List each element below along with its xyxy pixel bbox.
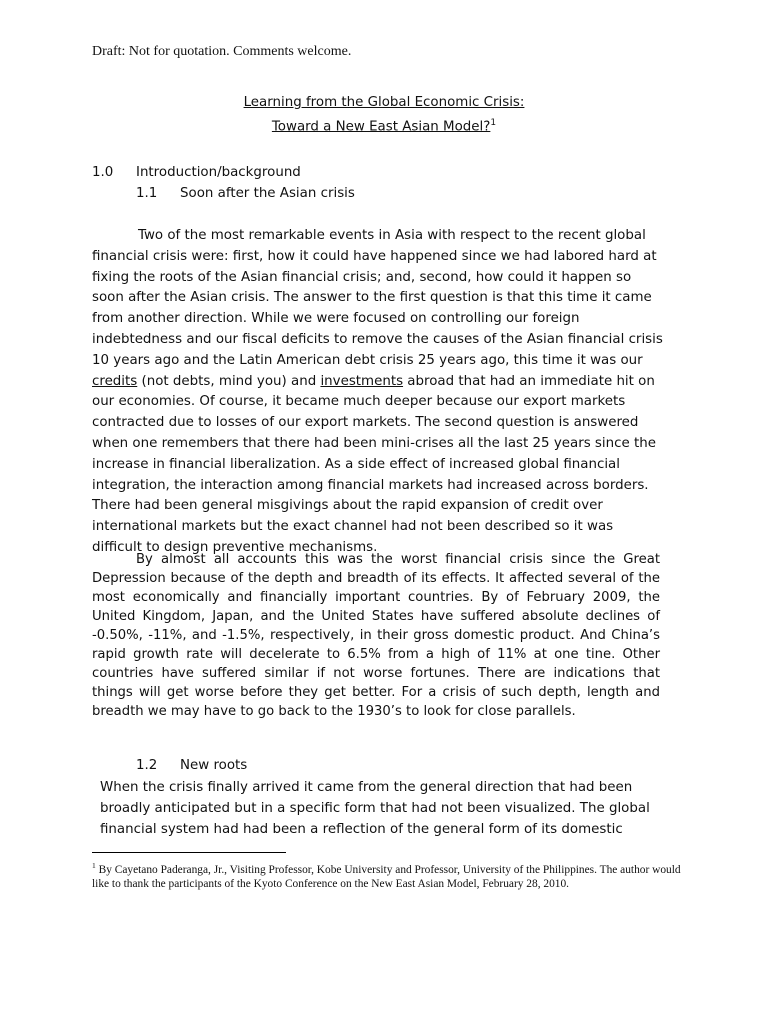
paragraph-2-text: By almost all accounts this was the worst financial crisis since the Great Depression because of the depth and breadth of its effects. It affected several of the most economically and financially important countries. By of February 2009, the United Kingdom, Japan, and the United States have suffered absolute declines of -0.50%, -11%, and -1.5%, respectively, in their gross domestic product. And China’s rapid growth rate will decelerate to 6.5% from a high of 11% at one tine. Other countries have suffered similar if not worse fortunes. There are indications that things will get worse before they get better. For a crisis of such depth, length and breadth we may have to go back to the 1930’s to look for close parallels. bbox=[92, 552, 660, 719]
title-line-1: Learning from the Global Economic Crisis: bbox=[243, 95, 525, 110]
section-1-1-number: 1.1 bbox=[136, 186, 158, 201]
document-title bbox=[0, 92, 768, 137]
section-1-0-number: 1.0 bbox=[92, 165, 114, 180]
section-1-0-heading: Introduction/background bbox=[136, 165, 301, 180]
footnote bbox=[92, 859, 682, 892]
paragraph-1-part-1: Two of the most remarkable events in Asia with respect to the recent global financial crisis were: first, how it could have happened since we had labored hard at fixing the roots of the Asian financial crisis; and, second, how could it happen so soon after the Asian crisis. The answer to the first question is that this time it came from another direction. While we were focused on controlling our foreign indebtedness and our fiscal deficits to remove the causes of the Asian financial crisis 10 years ago and the Latin American debt crisis 25 years ago, this time it was our bbox=[92, 228, 663, 368]
credits-underlined: credits bbox=[92, 373, 138, 389]
investments-underlined: investments bbox=[320, 373, 404, 389]
footnote-text: By Cayetano Paderanga, Jr., Visiting Professor, Kobe University and Professor, University of the Philippines. The author would like to thank the participants of the Kyoto Conference on the New East Asian Model, February 28, 2010. bbox=[92, 863, 681, 891]
draft-note: Draft: Not for quotation. Comments welcome. bbox=[92, 44, 352, 59]
paragraph-1-part-2: (not debts, mind you) and bbox=[137, 373, 321, 389]
section-1-2-heading: New roots bbox=[180, 758, 248, 773]
title-line-2: Toward a New East Asian Model? bbox=[271, 119, 491, 135]
section-1-1-heading: Soon after the Asian crisis bbox=[180, 186, 355, 201]
footnote-marker: 1 bbox=[92, 861, 96, 870]
section-1-2-number: 1.2 bbox=[136, 758, 158, 773]
paragraph-2 bbox=[92, 550, 660, 721]
title-footnote-marker: 1 bbox=[490, 118, 497, 128]
paragraph-3: When the crisis finally arrived it came from the general direction that had been broadly anticipated but in a specific form that had not been visualized. The global financial system had had been a reflection of the general form of its domestic bbox=[100, 780, 650, 837]
paragraph-1-part-3: abroad that had an immediate hit on our economies. Of course, it became much deeper because our export markets contracted due to losses of our export markets. The second question is answered when one remembers that there had been mini-crises all the last 25 years since the increase in financial liberalization. As a side effect of increased global financial integration, the interaction among financial markets had increased across borders. There had been general misgivings about the rapid expansion of credit over international markets but the exact channel had not been described so it was difficult to design preventive mechanisms. bbox=[92, 373, 656, 555]
footnote-divider bbox=[92, 852, 286, 853]
paragraph-1 bbox=[92, 226, 664, 559]
